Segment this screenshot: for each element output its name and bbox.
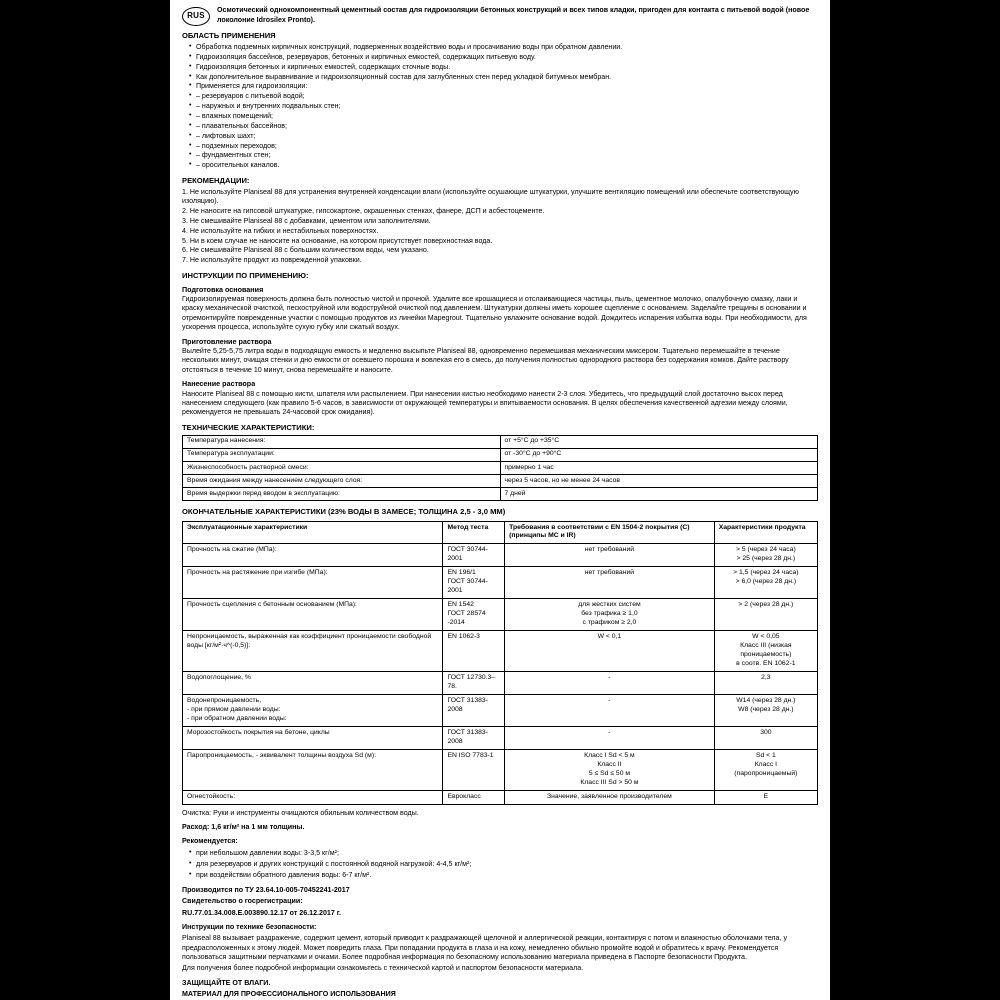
- cell-value: W14 (через 28 дн.) W8 (через 28 дн.): [714, 695, 817, 727]
- certificate-line-2: RU.77.01.34.008.Е.003890.12.17 от 26.12.2017 г.: [182, 908, 341, 917]
- recommendations-list: [182, 188, 818, 266]
- cell-method: ГОСТ 31383-2008: [443, 726, 505, 749]
- cell-method: EN ISO 7783-1: [443, 749, 505, 790]
- cell-requirement: нет требований: [505, 567, 715, 599]
- cell-requirement: W < 0,1: [505, 631, 715, 672]
- final-characteristics-table: [182, 521, 818, 805]
- list-item: 4. Не используйте на гибких и нестабильных поверхностях.: [182, 226, 379, 235]
- table-row: [183, 631, 818, 672]
- cell-method: EN 1062-3: [443, 631, 505, 672]
- cell-requirement: Класс I Sd < 5 м Класс II 5 ≤ Sd ≤ 50 м Класс III Sd > 50 м: [505, 749, 715, 790]
- safety-text-1: Planiseal 88 вызывает раздражение, содержит цемент, который приводит к раздражающей щелочной и аллергической реакции, контактируя с потом и влажностью оболочками тела, у предрасположенных к этому людей. Может повредить глаза. При попадании продукта в глаза и на кожу, немедленно обильно промойте водой и обратитесь к врачу. Рекомендуется пользоваться защитными перчатками и очками. Более подробная информация по безопасному использованию материала приведена в Паспорте безопасности Продукта.: [182, 934, 787, 961]
- cell-property: Прочность сцепления с бетонным основанием (МПа):: [183, 599, 443, 631]
- table-row: [183, 749, 818, 790]
- list-item: 6. Не смешивайте Planiseal 88 с большим количеством воды, чем указано.: [182, 246, 429, 255]
- mixing-title: Приготовление раствора: [182, 336, 272, 346]
- cell-requirement: Значение, заявленное производителем: [505, 790, 715, 804]
- cell-requirement: для жестких систем без трафика ≥ 1,0 с трафиком ≥ 2,0: [505, 599, 715, 631]
- list-item: 1. Не используйте Planiseal 88 для устранения внутренней конденсации влаги (используйте осушающие штукатурки, улучшите вентиляцию помещений или обеспечьте соответствующую изоляцию).: [182, 187, 799, 206]
- recommended-title: Рекомендуется:: [182, 837, 238, 846]
- col-header: Характеристики продукта: [714, 521, 817, 544]
- substrate-prep-title: Подготовка основания: [182, 284, 264, 294]
- tech-label: Температура нанесения:: [183, 435, 501, 448]
- list-item: • – оросительных каналов.: [191, 161, 818, 170]
- consumption-text: Расход: 1,6 кг/м² на 1 мм толщины.: [182, 823, 305, 832]
- cell-property: Непроницаемость, выраженная как коэффициент проницаемости свободной воды [кг/м²·ч^(-0,5)]:: [183, 631, 443, 672]
- mixing-text: Вылейте 5,25-5,75 литра воды в подходящую емкость и медленно высыпьте Planiseal 88, одновременно перемешивая механическим миксером. Тщательно перемешайте в течение нескольких минут, очищая стенки и дно емкости от осевшего порошка и вовлекая его в смесь, до получения полностью однородного раствора без содержания комков. Дайте раствору отстояться в течение 10 минут, снова перемешайте и наносите.: [182, 347, 789, 374]
- datasheet-page: [170, 0, 830, 1000]
- list-item: • – резервуаров с питьевой водой;: [191, 92, 818, 101]
- product-intro: Осмотический однокомпонентный цементный состав для гидроизоляции бетонных конструкций и всех типов кладки, пригоден для контакта с питьевой водой (новое локолоние Idrosilex Pronto).: [217, 6, 810, 24]
- cell-value: E: [714, 790, 817, 804]
- col-header: Требования в соответствии с EN 1504-2 покрытия (C) (принципы MC и IR): [505, 521, 715, 544]
- table-row: [183, 672, 818, 695]
- tech-title: ТЕХНИЧЕСКИЕ ХАРАКТЕРИСТИКИ:: [182, 422, 315, 432]
- cell-requirement: -: [505, 726, 715, 749]
- col-header: Метод теста: [443, 521, 505, 544]
- footer-professional-use: МАТЕРИАЛ ДЛЯ ПРОФЕССИОНАЛЬНОГО ИСПОЛЬЗОВАНИЯ: [182, 990, 396, 999]
- list-item: • – подземных переходов;: [191, 142, 818, 151]
- list-item: 3. Не смешивайте Planiseal 88 с добавками, цементом или заполнителями.: [182, 216, 431, 225]
- cell-value: Sd < 1 Класс I (паропроницаемый): [714, 749, 817, 790]
- cell-value: > 5 (через 24 часа) > 25 (через 28 дн.): [714, 544, 817, 567]
- table-row: [183, 726, 818, 749]
- cell-method: ГОСТ 30744-2001: [443, 544, 505, 567]
- cell-property: Водопоглощение, %: [183, 672, 443, 695]
- list-item: • Гидроизоляция бассейнов, резервуаров, бетонных и кирпичных емкостей, содержащих питьевую воду.: [191, 53, 818, 62]
- tech-label: Время выдержки перед вводом в эксплуатацию:: [183, 488, 501, 501]
- safety-text-2: Для получения более подробной информации ознакомьтесь с технической картой и паспортом безопасности материала.: [182, 964, 584, 973]
- cell-value: 300: [714, 726, 817, 749]
- application-title: ОБЛАСТЬ ПРИМЕНЕНИЯ: [182, 31, 276, 40]
- cell-value: W < 0,05 Класс III (низкая проницаемость) в соотв. EN 1062-1: [714, 631, 817, 672]
- list-item: • при воздействии обратного давления воды: 6-7 кг/м².: [191, 871, 818, 880]
- list-item: • при небольшом давлении воды: 3-3,5 кг/м²;: [191, 849, 818, 858]
- tail-section: [182, 809, 818, 1000]
- list-item: • Как дополнительное выравнивание и гидроизоляционный состав для заглубленных стен перед укладкой битумных мембран.: [191, 73, 818, 82]
- tech-label: Жизнеспособность растворной смеси:: [183, 462, 501, 475]
- cell-method: ГОСТ 31383-2008: [443, 695, 505, 727]
- list-item: 7. Не используйте продукт из поврежденной упаковки.: [182, 256, 362, 265]
- tech-value: от +5°C до +35°C: [500, 435, 818, 448]
- production-line: Производится по ТУ 23.64.10-005-70452241-2017: [182, 885, 350, 894]
- instructions-title: ИНСТРУКЦИИ ПО ПРИМЕНЕНИЮ:: [182, 270, 309, 280]
- application-list: [182, 43, 818, 171]
- list-item: • Применяется для гидроизоляции:: [191, 82, 818, 91]
- application-method-text: Наносите Planiseal 88 с помощью кисти, шпателя или распылением. При нанесении кистью необходимо нанести 2-3 слоя. Убедитесь, что предыдущий слой достаточно высох перед нанесением следующего (как правило 5-6 часов, в зависимости от окружающей температуры и впитываемости основания. В целях обеспечения качественной адгезии между слоями, рекомендуется не превышать 24-часовой срок ожидания).: [182, 389, 788, 417]
- table-row: [183, 544, 818, 567]
- cell-value: 2,3: [714, 672, 817, 695]
- cell-property: Паропроницаемость, - эквивалент толщины воздуха Sd (м):: [183, 749, 443, 790]
- cell-requirement: -: [505, 672, 715, 695]
- cell-requirement: -: [505, 695, 715, 727]
- table-row: [183, 599, 818, 631]
- cell-property: Морозостойкость покрытия на бетоне, циклы: [183, 726, 443, 749]
- language-header: [182, 6, 818, 26]
- list-item: • – плавательных бассейнов;: [191, 122, 818, 131]
- list-item: • Гидроизоляция бетонных и кирпичных емкостей, содержащих сточные воды.: [191, 63, 818, 72]
- tech-value: примерно 1 час: [500, 462, 818, 475]
- list-item: • – влажных помещений;: [191, 112, 818, 121]
- final-characteristics-title: ОКОНЧАТЕЛЬНЫЕ ХАРАКТЕРИСТИКИ (23% ВОДЫ В ЗАМЕСЕ; ТОЛЩИНА 2,5 - 3,0 ММ): [182, 507, 506, 517]
- cell-method: EN 1542 ГОСТ 28574 -2014: [443, 599, 505, 631]
- tech-value: 7 дней: [500, 488, 818, 501]
- table-row: [183, 448, 818, 461]
- recommended-list: [182, 849, 818, 881]
- cell-method: ГОСТ 12730.3– 78.: [443, 672, 505, 695]
- table-row: [183, 567, 818, 599]
- list-item: • – лифтовых шахт;: [191, 132, 818, 141]
- cell-method: EN 196/1 ГОСТ 30744-2001: [443, 567, 505, 599]
- safety-title: Инструкции по технике безопасности:: [182, 922, 317, 931]
- cell-method: Еврокласс: [443, 790, 505, 804]
- cell-property: Прочность на сжатие (МПа):: [183, 544, 443, 567]
- cell-property: Водонепроницаемость, - при прямом давлении воды: - при обратном давлении воды:: [183, 695, 443, 727]
- table-row: [183, 790, 818, 804]
- list-item: • Обработка подземных кирпичных конструкций, подверженных воздействию воды и просачиванию воды при обратном давлении.: [191, 43, 818, 52]
- cell-value: > 1,5 (через 24 часа) > 6,0 (через 28 дн.): [714, 567, 817, 599]
- cell-property: Огнестойкость:: [183, 790, 443, 804]
- cell-value: > 2 (через 28 дн.): [714, 599, 817, 631]
- list-item: 5. Ни в коем случае не наносите на основание, на котором присутствует поверхностная вода.: [182, 236, 493, 245]
- tech-value: от -30°C до +90°C: [500, 448, 818, 461]
- tech-label: Время ожидания между нанесением следующего слоя:: [183, 475, 501, 488]
- tech-table: [182, 435, 818, 502]
- col-header: Эксплуатационные характеристики: [183, 521, 443, 544]
- list-item: 2. Не наносите на гипсовой штукатурке, гипсокартоне, окрашенных стенках, фанере, ДСП и асбестоцементе.: [182, 206, 545, 215]
- tech-value: через 5 часов, но не менее 24 часов: [500, 475, 818, 488]
- list-item: • – фундаментных стен;: [191, 151, 818, 160]
- table-row: [183, 695, 818, 727]
- cleaning-text: Очистка: Руки и инструменты очищаются обильным количеством воды.: [182, 808, 419, 817]
- list-item: • для резервуаров и других конструкций с постоянной водяной нагрузкой: 4-4,5 кг/м²;: [191, 860, 818, 869]
- recommendations-title: РЕКОМЕНДАЦИИ:: [182, 175, 250, 185]
- application-method-title: Нанесение раствора: [182, 379, 256, 389]
- table-row: [183, 435, 818, 448]
- footer-protect-from-moisture: ЗАЩИЩАЙТЕ ОТ ВЛАГИ.: [182, 978, 271, 987]
- table-row: [183, 488, 818, 501]
- table-header-row: [183, 521, 818, 544]
- tech-label: Температура эксплуатации:: [183, 448, 501, 461]
- substrate-prep-text: Гидроизолируемая поверхность должна быть полностью чистой и прочной. Удалите все крошащиеся и отслаивающиеся частицы, пыль, цементное молочко, опалубочную смазку, лаки и краску механической очисткой, пескоструйной или водоструйной очисткой под давлением. Штукатурки должны иметь хорошее сцепление с основанием. Заделайте трещины в основании и отремонтируйте поврежденные участки с помощью продуктов из линейки Mapegrout. Тщательно увлажните основание водой. Дождитесь испарения избытка воды. При необходимости, для ускорения процесса, используйте сухую губку или сжатый воздух.: [182, 295, 807, 332]
- certificate-line-1: Свидетельство о госрегистрации:: [182, 897, 303, 906]
- table-row: [183, 462, 818, 475]
- cell-requirement: нет требований: [505, 544, 715, 567]
- table-row: [183, 475, 818, 488]
- list-item: • – наружных и внутренних подвальных стен;: [191, 102, 818, 111]
- language-badge: RUS: [182, 7, 210, 26]
- cell-property: Прочность на растяжение при изгибе (МПа):: [183, 567, 443, 599]
